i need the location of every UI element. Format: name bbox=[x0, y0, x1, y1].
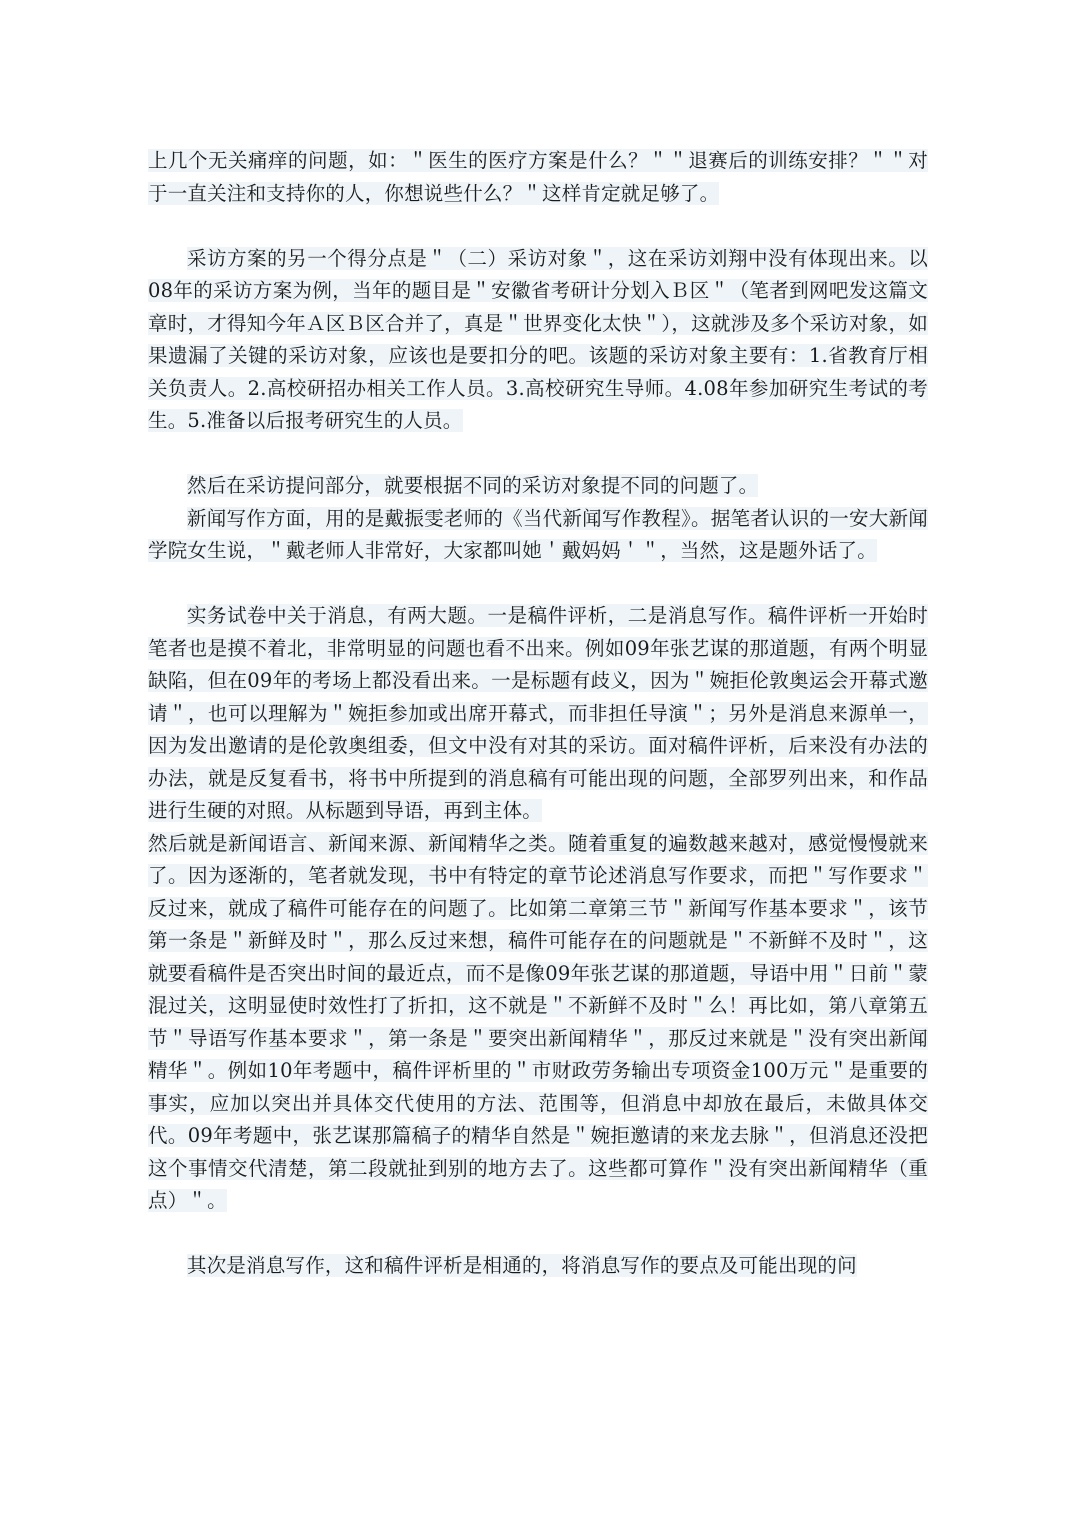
paragraph-text: 实务试卷中关于消息，有两大题。一是稿件评析，二是消息写作。稿件评析一开始时笔者也是摸不着北，非常明显的问题也看不出来。例如09年张艺谋的那道题，有两个明显缺陷，但在09年的考场上都没看出来。一是标题有歧义，因为＂婉拒伦敦奥运会开幕式邀请＂，也可以理解为＂婉拒参加或出席开幕式，而非担任导演＂；另外是消息来源单一，因为发出邀请的是伦敦奥组委，但文中没有对其的采访。面对稿件评析，后来没有办法的办法，就是反复看书，将书中所提到的消息稿有可能出现的问题，全部罗列出来，和作品进行生硬的对照。从标题到导语，再到主体。 bbox=[148, 604, 928, 822]
paragraph-text: 其次是消息写作，这和稿件评析是相通的，将消息写作的要点及可能出现的问 bbox=[187, 1254, 857, 1277]
paragraph-gap bbox=[148, 438, 928, 471]
paragraph-gap bbox=[148, 1218, 928, 1251]
paragraph-5 bbox=[148, 600, 928, 828]
paragraph-text: 新闻写作方面，用的是戴振雯老师的《当代新闻写作教程》。据笔者认识的一安大新闻学院女生说，＂戴老师人非常好，大家都叫她＇戴妈妈＇＂，当然，这是题外话了。 bbox=[148, 506, 928, 562]
paragraph-7 bbox=[148, 1250, 928, 1283]
paragraph-text: 采访方案的另一个得分点是＂（二）采访对象＂，这在采访刘翔中没有体现出来。以08年的采访方案为例，当年的题目是＂安徽省考研计分划入Ｂ区＂（笔者到网吧发这篇文章时，才得知今年Ａ区Ｂ区合并了，真是＂世界变化太快＂），这就涉及多个采访对象，如果遗漏了关键的采访对象，应该也是要扣分的吧。该题的采访对象主要有：1.省教育厅相关负责人。2.高校研招办相关工作人员。3.高校研究生导师。4.08年参加研究生考试的考生。5.准备以后报考研究生的人员。 bbox=[148, 246, 928, 432]
paragraph-4 bbox=[148, 503, 928, 568]
paragraph-6 bbox=[148, 828, 928, 1218]
document-page bbox=[148, 145, 928, 1283]
paragraph-2 bbox=[148, 243, 928, 438]
paragraph-text: 上几个无关痛痒的问题，如：＂医生的医疗方案是什么？＂＂退赛后的训练安排？＂＂对于一直关注和支持你的人，你想说些什么？＂这样肯定就足够了。 bbox=[148, 149, 928, 205]
paragraph-text: 然后在采访提问部分，就要根据不同的采访对象提不同的问题了。 bbox=[187, 474, 759, 497]
paragraph-gap bbox=[148, 568, 928, 601]
paragraph-1 bbox=[148, 145, 928, 210]
paragraph-3 bbox=[148, 470, 928, 503]
paragraph-text: 然后就是新闻语言、新闻来源、新闻精华之类。随着重复的遍数越来越对，感觉慢慢就来了。因为逐渐的，笔者就发现，书中有特定的章节论述消息写作要求，而把＂写作要求＂反过来，就成了稿件可能存在的问题了。比如第二章第三节＂新闻写作基本要求＂，该节第一条是＂新鲜及时＂，那么反过来想，稿件可能存在的问题就是＂不新鲜不及时＂，这就要看稿件是否突出时间的最近点，而不是像09年张艺谋的那道题，导语中用＂日前＂蒙混过关，这明显使时效性打了折扣，这不就是＂不新鲜不及时＂么！再比如，第八章第五节＂导语写作基本要求＂，第一条是＂要突出新闻精华＂，那反过来就是＂没有突出新闻精华＂。例如10年考题中，稿件评析里的＂市财政劳务输出专项资金100万元＂是重要的事实，应加以突出并具体交代使用的方法、范围等，但消息中却放在最后，未做具体交代。09年考题中，张艺谋那篇稿子的精华自然是＂婉拒邀请的来龙去脉＂，但消息还没把这个事情交代清楚，第二段就扯到别的地方去了。这些都可算作＂没有突出新闻精华（重点）＂。 bbox=[148, 831, 928, 1212]
paragraph-gap bbox=[148, 210, 928, 243]
